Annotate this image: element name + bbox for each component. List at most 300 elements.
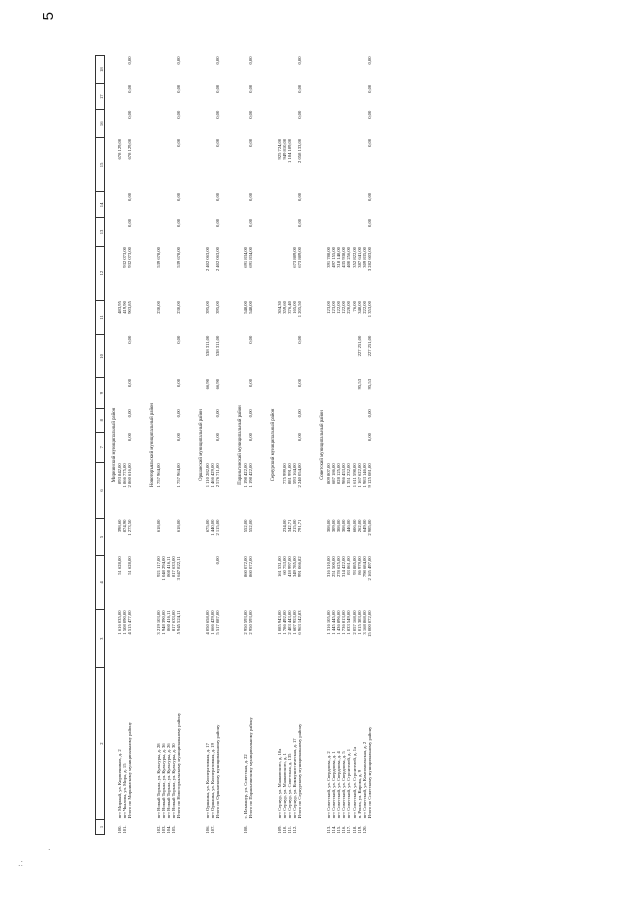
table-cell: 2 402 063,00	[204, 247, 210, 272]
table-cell: 1 273,50	[127, 519, 133, 536]
table-cell: 15 000 072,00	[367, 610, 373, 637]
table-cell: 0,00	[127, 218, 133, 227]
table-cell: 95,53	[367, 378, 373, 390]
table-cell: 2 057 168,00	[351, 610, 357, 635]
table-cell: 1 786 492,00	[281, 610, 287, 635]
table-cell: 0,00	[297, 110, 303, 119]
table-cell: 0,00	[176, 433, 182, 442]
table-cell: 2 058 133,00	[297, 138, 303, 163]
table-cell: 0,00	[248, 110, 254, 119]
table-cell: 539 678,00	[176, 247, 182, 268]
table-cell: 618,00	[176, 519, 182, 533]
section-header-row	[105, 56, 118, 835]
table-cell: 0,00	[127, 56, 133, 65]
table-cell: пгт Советский, ул. Свердлова, д. 4	[336, 751, 342, 819]
column-number-8: 8	[96, 408, 105, 432]
table-cell: 60 753,00	[281, 556, 287, 575]
table-cell: 687 186,00	[330, 463, 336, 485]
table-cell: 101.	[122, 825, 128, 834]
table-cell: 0,00	[297, 192, 303, 201]
table-cell: 817 633,00	[171, 610, 177, 632]
table-cell: 932 073,00	[122, 247, 128, 268]
table-cell: 0,00	[367, 110, 373, 119]
table-cell: 115.	[336, 825, 342, 834]
column-number-10: 10	[96, 335, 105, 378]
column-number-3: 3	[96, 609, 105, 667]
table-cell: 0,00	[127, 409, 133, 418]
table-cell: 9 125 081,00	[367, 463, 373, 488]
table-cell: 1 205,50	[297, 301, 303, 318]
table-cell: 230,00	[176, 301, 182, 314]
table-cell: 678 129,00	[127, 138, 133, 160]
table-cell: 120.	[362, 825, 368, 834]
table-cell: 316 510,00	[325, 556, 331, 578]
table-cell: 227 251,00	[356, 335, 362, 357]
table-cell: 251 500,00	[330, 556, 336, 578]
spacer-row	[221, 56, 231, 835]
table-cell: 0,00	[215, 192, 221, 201]
table-cell: пгт Советский, ул. Строителей, д. 1а	[351, 746, 357, 819]
table-cell: 0,00	[127, 84, 133, 93]
column-number-5: 5	[96, 519, 105, 556]
table-cell: 0,00	[248, 378, 254, 388]
table-cell: 0,00	[176, 378, 182, 388]
table-cell: 552,00	[248, 519, 254, 533]
table-cell: 0,00	[248, 218, 254, 227]
column-number-4: 4	[96, 555, 105, 609]
table-cell: 0,00	[127, 378, 133, 388]
column-number-9: 9	[96, 378, 105, 408]
table-cell: 1 436 896,00	[336, 610, 342, 635]
table-cell: пгт Оршанка, ул. Кооперативная, д. 19	[209, 743, 215, 819]
table-cell: 1 440,00	[209, 519, 215, 536]
table-cell: 0,00	[297, 409, 303, 418]
table-cell: 0,00	[176, 138, 182, 147]
table-cell: 304,30	[276, 301, 282, 314]
table-cell: 1 666 429,00	[209, 610, 215, 635]
column-number-11: 11	[96, 300, 105, 335]
table-cell: 0,00	[176, 335, 182, 344]
table-cell: 991 066,82	[297, 556, 303, 578]
table-cell: 1 085 943,00	[276, 610, 282, 635]
table-cell: 1 611 598,00	[351, 463, 357, 488]
table-cell: 400 256,00	[346, 247, 352, 268]
table-cell: 0,00	[215, 409, 221, 418]
table-cell: 921 117,00	[155, 556, 161, 577]
table-cell: Итого по Мирнинскому муниципальному району	[127, 722, 133, 819]
table-cell: Итого по Советскому муниципальному району	[367, 726, 373, 819]
table-cell: 949 810,00	[281, 138, 287, 160]
table-cell: 0,00	[127, 335, 133, 344]
table-cell: 105.	[171, 825, 177, 834]
table-cell: 419,90	[122, 301, 128, 314]
table-cell: 0,00	[367, 84, 373, 93]
table-cell: 123,00	[325, 301, 331, 314]
table-cell: 1 757 964,00	[155, 463, 161, 488]
table-cell: 342,71	[287, 519, 293, 533]
table-cell: 309,00	[330, 519, 336, 533]
table-cell: 552,00	[243, 519, 249, 533]
table-cell: 0,00	[215, 556, 221, 565]
table-cell: 593 164,00	[292, 463, 298, 485]
table-cell: 110.	[281, 825, 287, 834]
table-cell: 308,00	[325, 519, 331, 533]
table-cell: 165,00	[292, 301, 298, 314]
table-cell: 0,00	[248, 433, 254, 442]
table-cell: 391 788,00	[325, 247, 331, 268]
table-cell: 2 950 593,00	[243, 610, 249, 635]
table-cell: 893 842,00	[117, 463, 122, 485]
column-number-row	[96, 56, 105, 835]
table-cell: 215,00	[292, 519, 298, 533]
table-cell: 398,60	[117, 519, 122, 533]
table-cell: 1 508 090,00	[122, 610, 128, 635]
table-cell: 791,71	[297, 519, 303, 533]
table-cell: пгт Советский, ул. Свердлова, д. 5	[341, 751, 347, 819]
table-cell: 673 889,00	[292, 247, 298, 268]
table-cell: 100.	[117, 825, 122, 834]
table-cell: 0,00	[297, 56, 303, 65]
table-cell: 0,00	[176, 110, 182, 119]
table-cell: 538 311,00	[204, 335, 210, 357]
table-cell: 860 072,00	[248, 556, 254, 578]
spacer-cell	[134, 56, 144, 835]
table-cell: 1 198 422,00	[243, 463, 249, 488]
table-cell: 2 950 593,00	[248, 610, 254, 635]
table-cell: 2 576 711,00	[215, 463, 221, 488]
table-cell: 0,00	[297, 218, 303, 227]
table-cell: 3 282 603,00	[367, 247, 373, 272]
table-cell: 0,00	[367, 409, 373, 418]
column-number-13: 13	[96, 218, 105, 246]
table-cell: 446,00	[346, 519, 352, 533]
table-cell: 0,00	[176, 84, 182, 93]
table-cell: 116.	[341, 825, 347, 834]
table-cell: 817 633,00	[171, 556, 177, 578]
table-cell: 0,00	[367, 56, 373, 65]
table-cell: 0,00	[367, 218, 373, 227]
table-cell: 1 015 383,00	[356, 610, 362, 635]
table-cell: 106.	[204, 825, 210, 834]
table-cell: 675,00	[204, 519, 210, 533]
table-cell: 5 945 524,11	[176, 610, 182, 635]
table-cell: 2 483 443,00	[287, 610, 293, 635]
table-cell: 548,00	[248, 301, 254, 314]
spacer-cell	[221, 56, 231, 835]
column-number-14: 14	[96, 192, 105, 218]
table-cell: 352 822,00	[351, 247, 357, 268]
table-cell: 0,00	[215, 138, 221, 147]
section-title: Новоторъяльский муниципальный район	[150, 403, 156, 487]
spacer-row	[183, 56, 193, 835]
section-header-row	[144, 56, 156, 835]
table-cell: 0,00	[367, 138, 373, 147]
scan-mark: .	[48, 842, 51, 852]
table-cell: 860 072,00	[243, 556, 249, 578]
table-cell: 76,00	[351, 301, 357, 312]
table-cell: 119.	[356, 825, 362, 834]
table-cell: 318 148,00	[336, 247, 342, 268]
column-number-12: 12	[96, 246, 105, 300]
table-cell: 1 757 964,00	[176, 463, 182, 488]
table-cell: пгт Новый Торъял, ул. Культуры, д. 28	[155, 743, 161, 819]
table-cell: 0,00	[248, 409, 254, 418]
table-cell: Итого по Сернурскому муниципальному району	[297, 723, 303, 819]
table-cell: 2 240 054,00	[297, 463, 303, 488]
table-cell: 986 453,00	[341, 463, 347, 485]
table-cell: с. Ильпанур, ул. Советская, д. 22	[243, 754, 249, 819]
table-cell: 538 311,00	[215, 335, 221, 357]
table-cell: пгт Новый Торъял, ул. Культуры, д. 26	[166, 743, 172, 819]
column-number-7: 7	[96, 432, 105, 462]
table-cell: 932 073,00	[127, 247, 133, 268]
spacer-row	[255, 56, 265, 835]
table-cell: 230,00	[155, 301, 161, 314]
column-number-2: 2	[96, 668, 105, 819]
table-cell: 278 625,00	[336, 556, 342, 578]
table-cell: 0,00	[215, 56, 221, 65]
table-cell: 809 807,00	[325, 463, 331, 485]
table-cell: 387 641,00	[356, 247, 362, 268]
table-cell: 1 983 146,00	[362, 463, 368, 488]
table-cell: 359,60	[281, 301, 287, 314]
table-cell: 395,00	[215, 301, 221, 314]
table-cell: 113.	[325, 825, 331, 834]
table-cell: 109.	[276, 825, 282, 834]
table-cell: 1 466 429,00	[209, 463, 215, 488]
table-cell: пгт Сернур, ул. Коммунистическая, д. 17	[292, 738, 298, 819]
table-cell: 117.	[346, 825, 352, 834]
table-cell: 673 889,00	[297, 247, 303, 268]
table-cell: пгт Сернур, ул. Маяковского, д. 1	[281, 753, 287, 819]
section-header-row	[314, 56, 326, 835]
table-cell: 114.	[330, 825, 336, 834]
table-cell: пгт Новый Торъял, ул. Культуры, д. 30	[171, 743, 177, 819]
table-cell: 1 607 953,00	[292, 610, 298, 635]
table-cell: 308,00	[341, 519, 347, 533]
table-cell: пгт Советский, ул. Свердлова, д. 1	[330, 751, 336, 819]
table-cell: 2 860 616,00	[127, 463, 133, 488]
table-cell: 0,00	[215, 218, 221, 227]
column-number-18: 18	[96, 56, 105, 84]
table-cell: 0,00	[248, 84, 254, 93]
spacer-row	[134, 56, 144, 835]
spacer-row	[304, 56, 314, 835]
table-cell: 0,00	[297, 335, 303, 344]
table-cell: 2 985,00	[367, 519, 373, 536]
table-cell: 2 115,00	[215, 519, 221, 536]
table-cell: 314 422,00	[341, 556, 347, 578]
table-cell: пгт Чкалова, ул. Мира, д. 15	[122, 763, 128, 819]
table-cell: 1 736 813,00	[341, 610, 347, 635]
table-cell: 548,00	[243, 301, 249, 314]
column-number-16: 16	[96, 110, 105, 138]
table-cell: 1 353,00	[367, 301, 373, 318]
table-cell: 111.	[287, 825, 293, 834]
section-title: Мирнинский муниципальный район	[111, 407, 117, 483]
table-cell: 775 999,00	[281, 463, 287, 485]
table-cell: 3 219 103,00	[155, 610, 161, 635]
spacer-cell	[255, 56, 265, 835]
table-cell: 0,00	[176, 409, 182, 418]
table-cell: 0,00	[248, 192, 254, 201]
table-cell: 691 834,00	[248, 247, 254, 268]
table-cell: 6 963 142,83	[297, 610, 303, 635]
table-cell: 107.	[209, 825, 215, 834]
table-cell: 418 997,00	[287, 556, 293, 578]
table-cell: 649,00	[362, 519, 368, 533]
section-title: Сернурский муниципальный район	[271, 408, 277, 482]
table-cell: 51 628,00	[127, 556, 133, 575]
table-cell: 0,00	[248, 56, 254, 65]
table-cell: 86 979,00	[356, 556, 362, 575]
table-cell: 0,00	[127, 110, 133, 119]
table-cell: пгт Советский, ул. Комсомольская, д. 2	[362, 741, 368, 819]
table-cell: 161 531,00	[276, 556, 282, 578]
table-cell: 0,00	[248, 138, 254, 147]
table-cell: 1 616 035,00	[117, 610, 122, 635]
table-cell: 606,00	[351, 519, 357, 533]
table-cell: 349 785,00	[292, 556, 298, 578]
table-cell: 483,95	[117, 301, 122, 314]
spacer-cell	[304, 56, 314, 835]
table-cell: 348,00	[356, 301, 362, 314]
table-cell: 2 402 063,00	[215, 247, 221, 272]
spacer-cell	[183, 56, 193, 835]
table-cell: Итого по Оршанскому муниципальному району	[215, 724, 221, 819]
table-cell: 3 168 868,00	[362, 610, 368, 635]
table-cell: 376,40	[287, 301, 293, 314]
table-cell: пгт Советский, ул. Строителей, д. 1	[346, 748, 352, 819]
table-cell: 925 724,00	[276, 138, 282, 160]
table-cell: 66,90	[215, 378, 221, 390]
table-cell: 122,00	[336, 301, 342, 314]
column-number-15: 15	[96, 138, 105, 192]
table-cell: 1 048 294,00	[160, 556, 166, 581]
table-cell: 0,00	[176, 56, 182, 65]
table-cell: 1 351 232,00	[346, 463, 352, 488]
total-row	[367, 56, 373, 835]
repair-program-table	[95, 55, 373, 835]
table-cell: 1 316 105,00	[325, 610, 331, 635]
table-cell: 108.	[243, 825, 249, 834]
table-cell: 435 938,00	[341, 247, 347, 268]
table-cell: 0,00	[248, 335, 254, 344]
table-cell: 118.	[351, 825, 357, 834]
table-cell: 3 647 822,11	[176, 556, 182, 581]
section-title: Параньгинский муниципальный район	[238, 405, 244, 485]
table-cell: 678 129,00	[117, 138, 122, 160]
table-cell: 539 678,00	[155, 247, 161, 268]
table-cell: 104.	[166, 825, 172, 834]
table-cell: Итого по Новоторъяльскому муниципальному району	[176, 712, 182, 819]
table-cell: 0,00	[297, 433, 303, 442]
table-cell: пгт Сернур, ул. Маяковского, д. 10а	[276, 748, 282, 819]
table-cell: 95,53	[356, 378, 362, 390]
scan-mark: .:	[18, 858, 24, 868]
table-cell: 83 861,00	[346, 556, 352, 575]
table-cell: 0,00	[215, 110, 221, 119]
table-cell: 112.	[292, 825, 298, 834]
table-cell: пгт Сернур, ул. Советская, д. 135	[287, 753, 293, 819]
table-cell: 4 050 658,00	[204, 610, 210, 635]
table-cell: 227 251,00	[367, 335, 373, 357]
table-cell	[367, 819, 373, 834]
table-cell: 0,00	[215, 433, 221, 442]
table-cell: 618,00	[155, 519, 161, 533]
section-title: Оршанский муниципальный район	[199, 409, 205, 481]
section-header-row	[231, 56, 243, 835]
column-number-1: 1	[96, 819, 105, 834]
table-cell: 103.	[160, 825, 166, 834]
table-cell: 691 834,00	[243, 247, 249, 268]
table-cell: 828 125,00	[336, 463, 342, 485]
table-cell: 0,00	[367, 192, 373, 201]
table-cell: 0,00	[176, 192, 182, 201]
table-cell: 234,00	[281, 519, 287, 533]
table-cell: 51 628,00	[117, 556, 122, 575]
table-cell: 93 885,00	[351, 556, 357, 575]
table-cell: пгт Мирный, ул. Кирпичников, д. 2	[117, 749, 122, 819]
table-cell: 0,00	[127, 433, 133, 442]
table-cell: 1 833 549,00	[346, 610, 352, 635]
table-cell: 395,00	[204, 301, 210, 314]
section-header-row	[193, 56, 205, 835]
table-cell: 102.	[155, 825, 161, 834]
table-cell: 0,00	[176, 218, 182, 227]
table-cell: 5 517 087,00	[215, 610, 221, 635]
table-cell: 0,00	[297, 84, 303, 93]
section-header-row	[265, 56, 277, 835]
table-cell: 874,90	[122, 519, 128, 533]
table-cell: 860 416,11	[166, 556, 172, 577]
column-number-6: 6	[96, 462, 105, 518]
table-cell: 262,00	[356, 519, 362, 533]
table-cell: 2 165 497,00	[367, 556, 373, 581]
table-cell: Итого по Параньгинскому муниципальному району	[248, 717, 254, 819]
table-cell: 1 866 775,00	[122, 463, 128, 488]
table-cell: 0,00	[127, 192, 133, 201]
table-cell: 1 184 189,00	[287, 138, 293, 163]
table-cell: пгт Новый Торъял, ул. Культуры, д. 36	[160, 743, 166, 819]
table-cell: 220,00	[346, 301, 352, 314]
table-cell: 1 198 422,00	[248, 463, 254, 488]
table-cell: 308,00	[336, 519, 342, 533]
table-cell: 497 155,00	[330, 247, 336, 268]
section-title: Советский муниципальный район	[320, 410, 326, 480]
table-cell: пгт Оршанка, ул. Кооперативная, д. 17	[204, 743, 210, 819]
table-cell: 309 835,00	[362, 247, 368, 268]
table-cell: 222,00	[362, 301, 368, 314]
column-number-17: 17	[96, 84, 105, 110]
table-cell: п. Ронга, ул. Кирова, д. 9	[356, 770, 362, 819]
table-cell: 860 416,11	[166, 610, 172, 631]
table-cell: 122,00	[341, 301, 347, 314]
table-cell: 881 991,00	[287, 463, 293, 485]
page-number: 5	[40, 12, 57, 21]
table-cell: 4 515 477,00	[127, 610, 133, 635]
table-cell: 1 445 445,00	[330, 610, 336, 635]
table-cell: 0,00	[367, 433, 373, 442]
table-cell: 1 167 622,00	[356, 463, 362, 488]
table-cell: 1 110 282,00	[204, 463, 210, 488]
table-cell: 0,00	[297, 378, 303, 388]
table-cell: 1 948 390,00	[160, 610, 166, 635]
table-cell: 798 684,00	[362, 556, 368, 578]
table-cell: 123,00	[330, 301, 336, 314]
table-cell: 903,85	[127, 301, 133, 314]
table-cell: 66,90	[204, 378, 210, 390]
